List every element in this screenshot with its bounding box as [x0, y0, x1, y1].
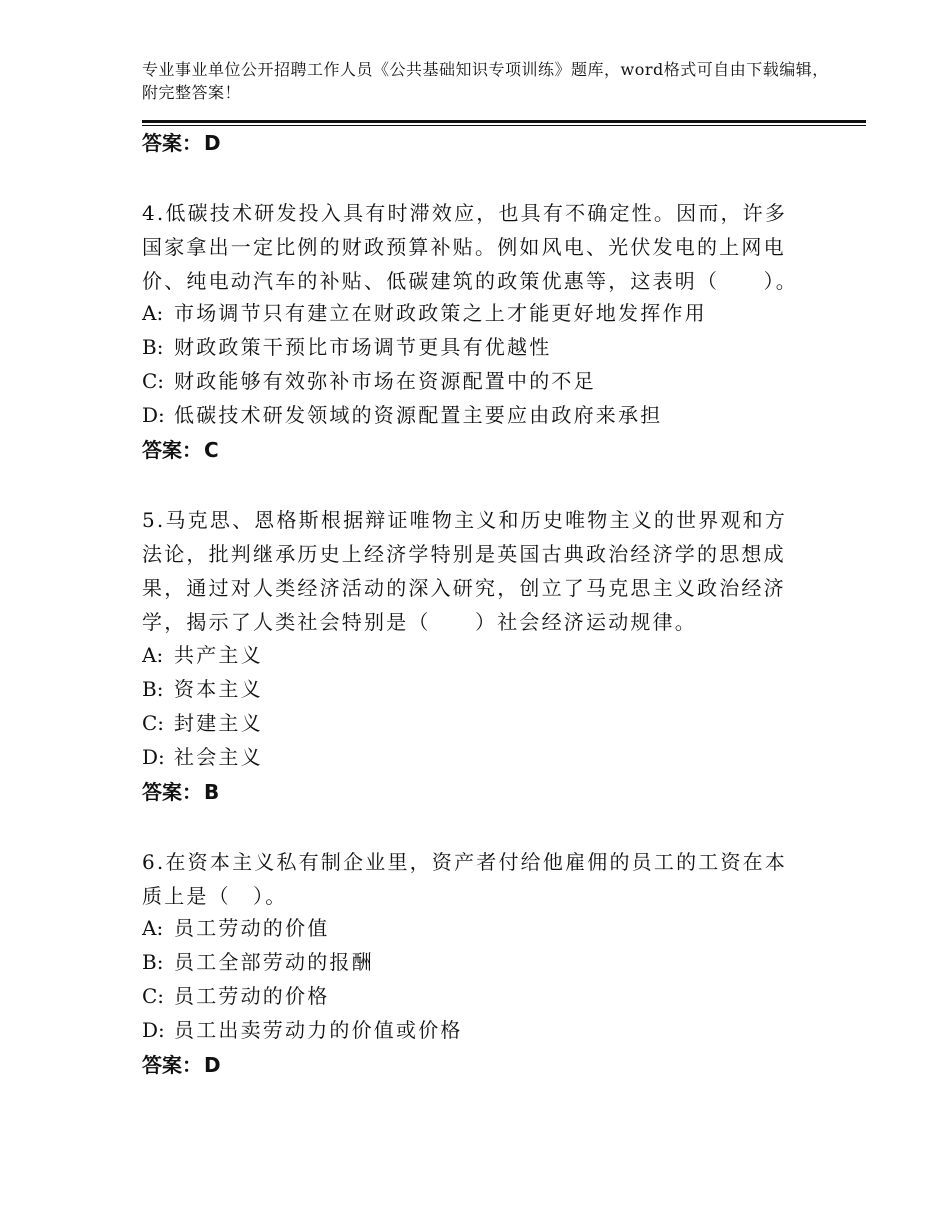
question-6-option-c [142, 981, 822, 1011]
option-text: 社会主义 [174, 745, 263, 769]
question-6-stem: 6.在资本主义私有制企业里，资产者付给他雇佣的员工的工资在本质上是（ ）。 [142, 850, 788, 908]
question-6-option-b [142, 947, 822, 977]
question-6-option-a [142, 913, 822, 943]
option-key: C: [142, 711, 165, 735]
option-text: 员工出卖劳动力的价值或价格 [174, 1018, 463, 1042]
option-key: C: [142, 984, 165, 1008]
question-5-stem: 5.马克思、恩格斯根据辩证唯物主义和历史唯物主义的世界观和方法论，批判继承历史上经济学特别是英国古典政治经济学的思想成果，通过对人类经济活动的深入研究，创立了马克思主义政治经济学，揭示了人类社会特别是（ ）社会经济运动规律。 [142, 508, 788, 634]
answer-value: B [204, 780, 220, 804]
question-5-option-d [142, 742, 822, 772]
answer-label: 答案： [142, 131, 202, 155]
question-5-option-b [142, 674, 822, 704]
header-rule-thick [142, 120, 866, 123]
option-key: D: [142, 1018, 165, 1042]
option-text: 封建主义 [174, 711, 263, 735]
option-text: 市场调节只有建立在财政政策之上才能更好地发挥作用 [174, 301, 707, 325]
option-text: 资本主义 [174, 677, 263, 701]
question-4-option-b [142, 332, 822, 362]
option-text: 共产主义 [174, 643, 263, 667]
question-4-answer [142, 435, 219, 465]
question-6-answer [142, 1050, 221, 1080]
option-key: B: [142, 335, 164, 359]
option-key: B: [142, 950, 164, 974]
option-key: B: [142, 677, 164, 701]
question-4-stem: 4.低碳技术研发投入具有时滞效应，也具有不确定性。因而，许多国家拿出一定比例的财政预算补贴。例如风电、光伏发电的上网电价、纯电动汽车的补贴、低碳建筑的政策优惠等，这表明（ ）。 [142, 201, 798, 293]
question-5-answer [142, 777, 219, 807]
option-key: C: [142, 369, 165, 393]
option-text: 低碳技术研发领域的资源配置主要应由政府来承担 [174, 403, 663, 427]
header-rule-thin [142, 125, 866, 126]
page-header: 专业事业单位公开招聘工作人员《公共基础知识专项训练》题库，word格式可自由下载编辑，附完整答案！ [142, 60, 829, 102]
answer-value: C [204, 438, 219, 462]
option-key: A: [142, 301, 164, 325]
option-text: 员工全部劳动的报酬 [174, 950, 374, 974]
answer-label: 答案： [142, 1053, 202, 1077]
option-text: 财政政策干预比市场调节更具有优越性 [174, 335, 552, 359]
answer-value: D [204, 1053, 221, 1077]
question-4-option-a [142, 298, 822, 328]
question-4-option-d [142, 400, 822, 430]
option-text: 员工劳动的价值 [174, 916, 330, 940]
option-key: D: [142, 403, 165, 427]
answer-value: D [204, 131, 221, 155]
question-5-option-a [142, 640, 822, 670]
previous-answer [142, 128, 221, 158]
answer-label: 答案： [142, 438, 202, 462]
option-key: A: [142, 643, 164, 667]
question-4-option-c [142, 366, 822, 396]
option-text: 员工劳动的价格 [174, 984, 330, 1008]
question-5-option-c [142, 708, 822, 738]
option-key: D: [142, 745, 165, 769]
answer-label: 答案： [142, 780, 202, 804]
option-text: 财政能够有效弥补市场在资源配置中的不足 [174, 369, 596, 393]
option-key: A: [142, 916, 164, 940]
question-6-option-d [142, 1015, 822, 1045]
